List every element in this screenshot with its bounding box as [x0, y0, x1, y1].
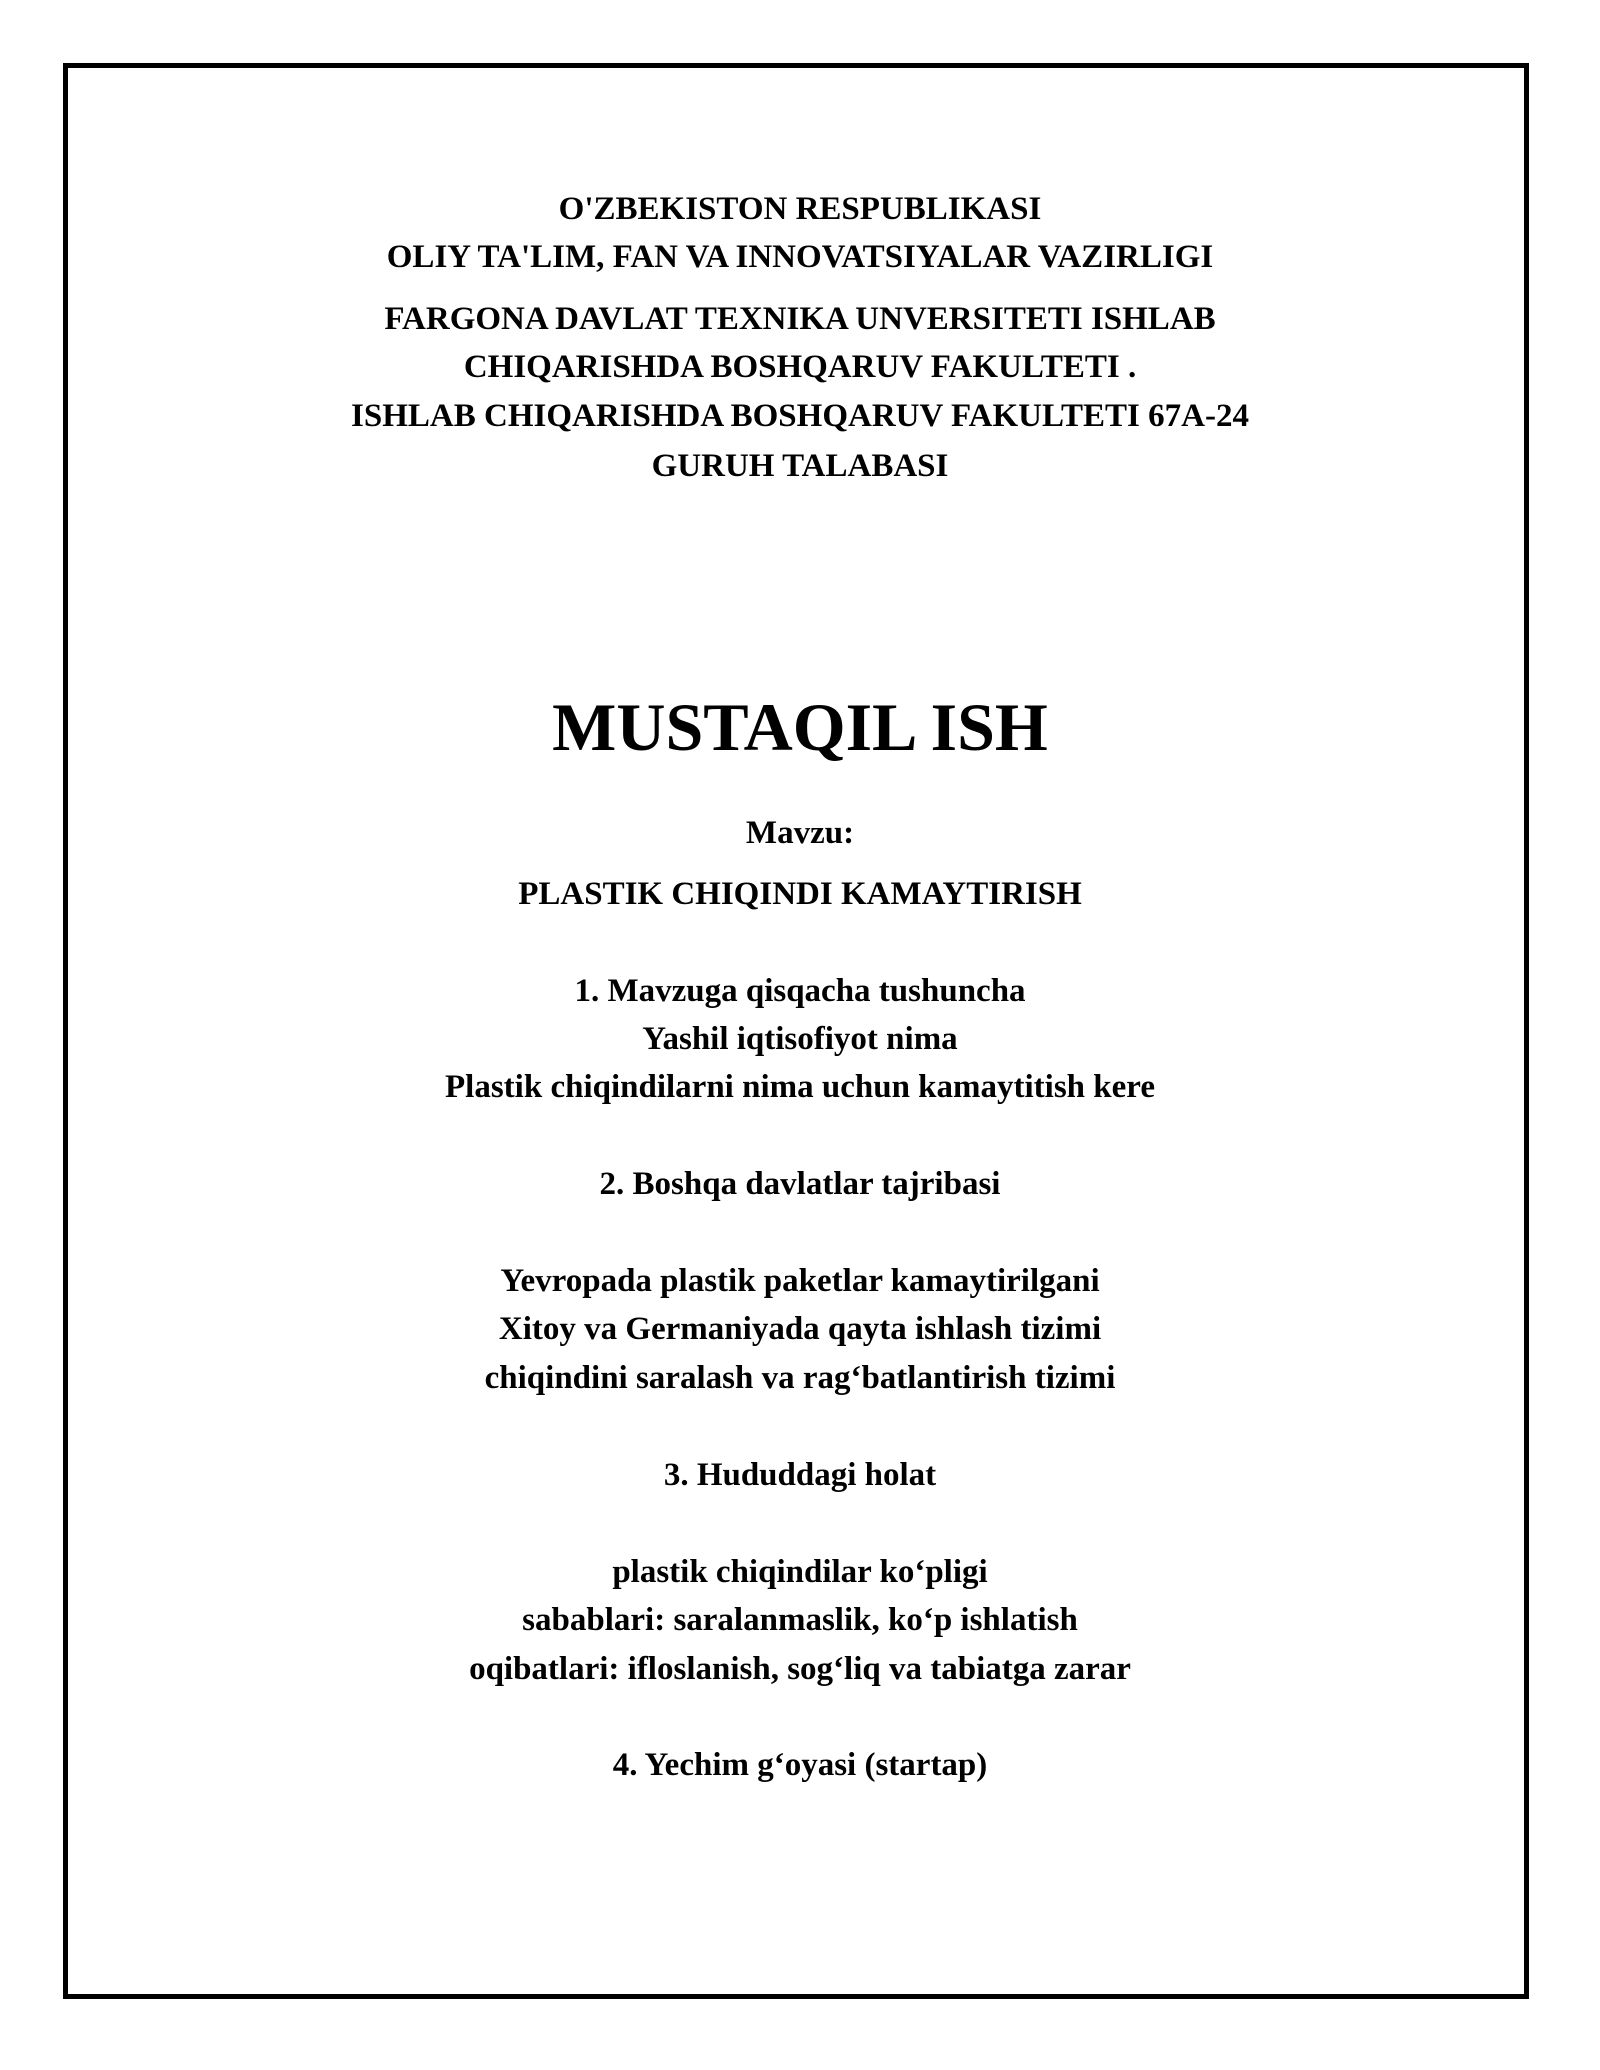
- section-4-heading: 4. Yechim g‘oyasi (startap): [612, 1747, 988, 1783]
- header-country: O'ZBEKISTON RESPUBLIKASI: [558, 191, 1042, 227]
- document-title: MUSTAQIL ISH: [552, 689, 1048, 765]
- header-university: FARGONA DAVLAT TEXNIKA UNVERSITETI ISHLAB: [384, 301, 1216, 337]
- section-2-item: Yevropada plastik paketlar kamaytirilgani: [500, 1263, 1100, 1299]
- section-1-item: Yashil iqtisofiyot nima: [642, 1021, 958, 1057]
- section-2-item: Xitoy va Germaniyada qayta ishlash tizimi: [498, 1311, 1102, 1347]
- header-student: GURUH TALABASI: [651, 448, 949, 484]
- topic-value: PLASTIK CHIQINDI KAMAYTIRISH: [518, 876, 1082, 912]
- header-faculty: CHIQARISHDA BOSHQARUV FAKULTETI .: [463, 349, 1137, 385]
- section-3-item: oqibatlari: ifloslanish, sog‘liq va tabiatga zarar: [469, 1651, 1131, 1687]
- topic-label: Mavzu:: [745, 815, 855, 851]
- header-ministry: OLIY TA'LIM, FAN VA INNOVATSIYALAR VAZIRLIGI: [386, 239, 1214, 275]
- section-2-item: chiqindini saralash va rag‘batlantirish tizimi: [484, 1360, 1116, 1396]
- section-3-item: sabablari: saralanmaslik, ko‘p ishlatish: [522, 1602, 1078, 1638]
- section-1-heading: 1. Mavzuga qisqacha tushuncha: [574, 973, 1026, 1009]
- section-3-heading: 3. Hududdagi holat: [663, 1457, 937, 1493]
- section-1-item: Plastik chiqindilarni nima uchun kamaytitish kere: [445, 1069, 1155, 1105]
- section-2-heading: 2. Boshqa davlatlar tajribasi: [599, 1166, 1001, 1202]
- header-group: ISHLAB CHIQARISHDA BOSHQARUV FAKULTETI 67A-24: [351, 398, 1249, 434]
- section-3-item: plastik chiqindilar ko‘pligi: [612, 1554, 988, 1590]
